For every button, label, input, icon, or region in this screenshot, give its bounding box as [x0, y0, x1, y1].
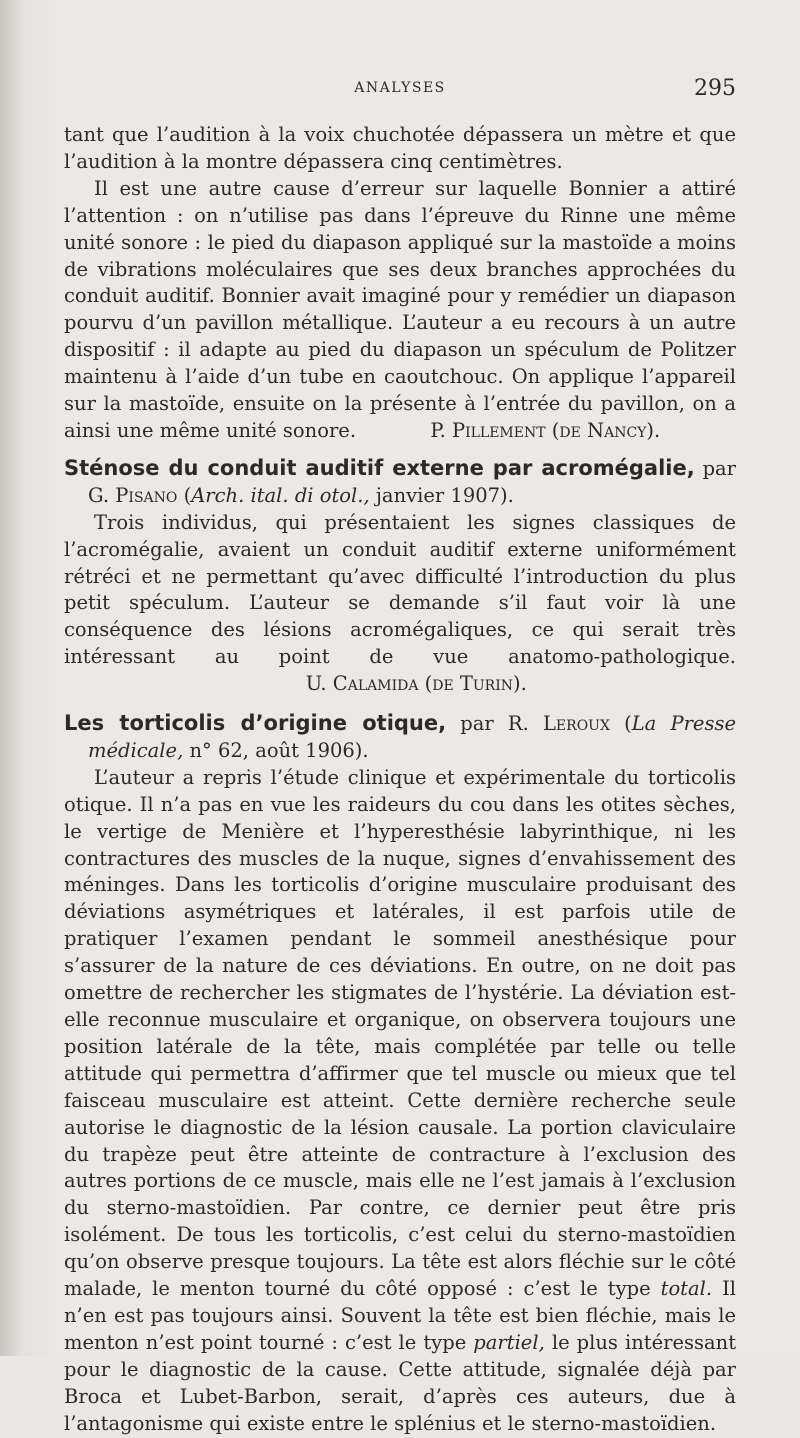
- running-head: ANALYSES: [354, 80, 446, 96]
- paragraph-body: L’auteur a repris l’étude clinique et expérimentale du torticolis otique. Il n’a pas en vue les raideurs du cou dans les otites sèches, le vertige de Menière et l’hyperesthésie labyrinthique, ni les contractures des muscles de la nuque, signes d’envahissement des méninges. Dans les torticolis d’origine musculaire produisant des déviations asymétriques et latérales, il est parfois utile de pratiquer l’examen pendant le sommeil anesthésique pour s’assurer de la nature de ces déviations. En outre, on ne doit pas omettre de rechercher les stigmates de l’hystérie. La déviation est-elle reconnue musculaire et organique, on observera toujours une position latérale de la tête, mais complétée par telle ou telle attitude qui permettra d’affirmer que tel muscle ou mieux que tel faisceau musculaire est atteint. Cette dernière recherche seule autorise le diagnostic de la lésion causale. La portion claviculaire du trapèze peut être atteinte de contracture à l’exclusion des autres portions de ce muscle, mais elle ne l’est jamais à l’exclusion du sterno-mastoïdien. Par contre, ce dernier peut être pris isolément. De tous les torticolis, c’est celui du sterno-mastoïdien qu’on observe presque toujours. La tête est alors fléchie sur le côté malade, le menton tourné du côté opposé : c’est le type: [64, 765, 736, 1301]
- paragraph-rinne: [64, 176, 736, 445]
- signature-text: P. Pillement (de Nancy).: [430, 418, 661, 442]
- byline-date: janvier 1907).: [375, 483, 514, 507]
- article-title: Sténose du conduit auditif externe par acromégalie,: [64, 455, 695, 480]
- emphasis-total: total.: [660, 1277, 713, 1301]
- byline-author: Leroux: [542, 712, 610, 736]
- paragraph-body: Trois individus, qui présentaient les signes classiques de l’acromégalie, avaient un conduit auditif externe uniformément rétréci et ne permettant qu’avec difficulté l’introduction du plus petit spéculum. L’auteur se demande s’il faut voir là une conséquence des lésions acromégaliques, ce qui serait très intéressant au point de vue anatomo-pathologique.: [64, 510, 736, 669]
- page-header: [64, 78, 736, 104]
- paragraph-continued: tant que l’audition à la voix chuchotée dépassera un mètre et que l’audition à la montre dépassera cinq centimètres.: [64, 123, 736, 173]
- paragraph-body: Il est une autre cause d’erreur sur laquelle Bonnier a attiré l’attention : on n’utilise pas dans l’épreuve du Rinne une même unité sonore : le pied du diapason appliqué sur la mastoïde a moins de vibrations moléculaires que ses deux branches approchées du conduit auditif. Bonnier avait imaginé pour y remédier un diapason pourvu d’un pavillon métallique. L’auteur a eu recours à un autre dispositif : il adapte au pied du diapason un spéculum de Politzer maintenu à l’aide d’un tube en caoutchouc. On applique l’appareil sur la mastoïde, ensuite on la présente à l’entrée du pavillon, on a ainsi une même unité sonore.: [64, 176, 736, 442]
- byline-author: Pisano: [115, 483, 178, 507]
- paragraph-body-c: le plus intéressant pour le diagnostic de la cause. Cette attitude, signalée déjà par Broca et Lubet-Barbon, serait, d’après ces auteurs, due à l’antagonisme qui existe entre le splénius et le sterno-mastoïdien.: [64, 1330, 737, 1435]
- article-signature: [356, 419, 660, 442]
- article-title: Les torticolis d’origine otique,: [64, 711, 447, 736]
- byline-journal: Arch. ital. di otol.,: [191, 483, 370, 507]
- article-heading-torticolis: Les torticolis d’origine otique, par R. Leroux (La Presse médicale, n° 62, août 1906).: [64, 711, 737, 762]
- paragraph-torticolis: [64, 765, 736, 1438]
- paragraph-acromegalie: [64, 510, 736, 698]
- text-column: [64, 122, 736, 1438]
- byline-journal: La Presse médicale,: [88, 712, 737, 762]
- page-number: 295: [694, 76, 736, 101]
- paragraph-body-b: Il n’en est pas toujours ainsi. Souvent la tête est bien fléchie, mais le menton n’est point tourné : c’est le type: [64, 1277, 737, 1354]
- byline-par: par G.: [88, 456, 736, 507]
- emphasis-partiel: partiel,: [473, 1330, 545, 1354]
- byline-date: n° 62, août 1906).: [189, 738, 369, 762]
- article-signature: U. Calamida (de Turin).: [305, 672, 527, 696]
- byline-par: par R.: [460, 712, 529, 736]
- article-heading-stenose: Sténose du conduit auditif externe par acromégalie, par G. Pisano (Arch. ital. di otol., janvier 1907).: [64, 455, 736, 507]
